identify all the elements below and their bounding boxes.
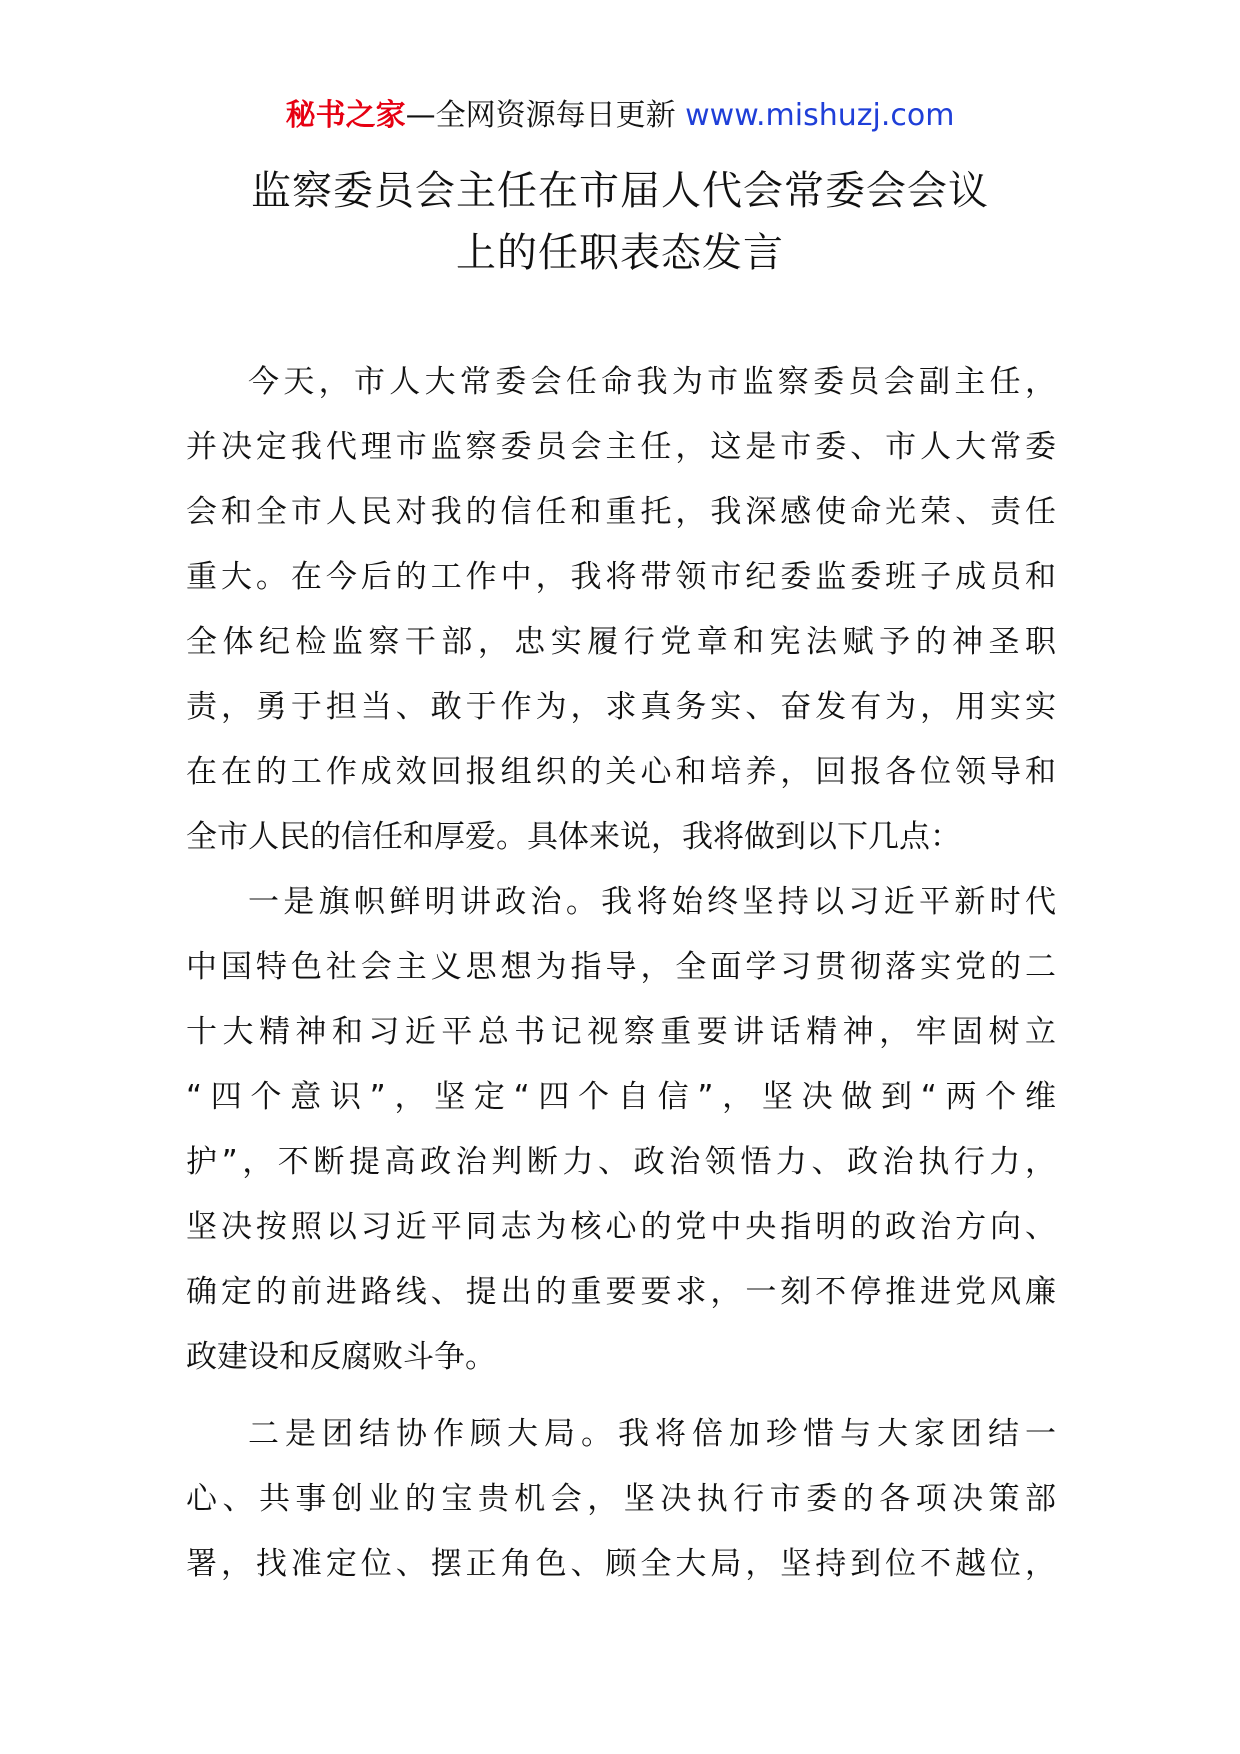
text-line: 心、共事创业的宝贵机会，坚决执行市委的各项决策部 bbox=[186, 1481, 1056, 1517]
header-tagline: —全网资源每日更新 bbox=[405, 98, 686, 133]
text-line: 责，勇于担当、敢于作为，求真务实、奋发有为，用实实 bbox=[186, 689, 1056, 725]
paragraph-point-two bbox=[186, 1402, 1056, 1597]
text-line: “四个意识”，坚定“四个自信”，坚决做到“两个维 bbox=[186, 1079, 1056, 1115]
text-line: 坚决按照以习近平同志为核心的党中央指明的政治方向、 bbox=[186, 1209, 1056, 1245]
text-line: 护”，不断提高政治判断力、政治领悟力、政治执行力， bbox=[186, 1144, 1056, 1180]
text-line: 会和全市人民对我的信任和重托，我深感使命光荣、责任 bbox=[186, 494, 1056, 530]
text-line: 全体纪检监察干部，忠实履行党章和宪法赋予的神圣职 bbox=[186, 624, 1056, 660]
text-line: 今天，市人大常委会任命我为市监察委员会副主任， bbox=[248, 364, 1056, 400]
document-title bbox=[170, 160, 1070, 284]
text-line: 确定的前进路线、提出的重要要求，一刻不停推进党风廉 bbox=[186, 1274, 1056, 1310]
paragraph-spacer bbox=[186, 1390, 1056, 1402]
document-body bbox=[186, 350, 1056, 1597]
text-line: 在在的工作成效回报组织的关心和培养，回报各位领导和 bbox=[186, 754, 1056, 790]
site-url-link[interactable]: www.mishuzj.com bbox=[685, 98, 955, 133]
text-line: 十大精神和习近平总书记视察重要讲话精神，牢固树立 bbox=[186, 1014, 1056, 1050]
text-line: 一是旗帜鲜明讲政治。我将始终坚持以习近平新时代 bbox=[248, 884, 1056, 920]
document-title-line-2: 上的任职表态发言 bbox=[456, 230, 784, 276]
site-header bbox=[0, 96, 1240, 136]
brand-name: 秘书之家 bbox=[285, 98, 406, 133]
text-line: 署，找准定位、摆正角色、顾全大局，坚持到位不越位， bbox=[186, 1546, 1056, 1582]
document-title-line-1: 监察委员会主任在市届人代会常委会会议 bbox=[251, 168, 989, 214]
text-line: 并决定我代理市监察委员会主任，这是市委、市人大常委 bbox=[186, 429, 1056, 465]
text-line: 中国特色社会主义思想为指导，全面学习贯彻落实党的二 bbox=[186, 949, 1056, 985]
text-line: 全市人民的信任和厚爱。具体来说，我将做到以下几点： bbox=[186, 819, 961, 855]
text-line: 二是团结协作顾大局。我将倍加珍惜与大家团结一 bbox=[248, 1416, 1056, 1452]
paragraph-point-one bbox=[186, 870, 1056, 1390]
text-line: 政建设和反腐败斗争。 bbox=[186, 1339, 496, 1375]
paragraph-intro bbox=[186, 350, 1056, 870]
text-line: 重大。在今后的工作中，我将带领市纪委监委班子成员和 bbox=[186, 559, 1056, 595]
